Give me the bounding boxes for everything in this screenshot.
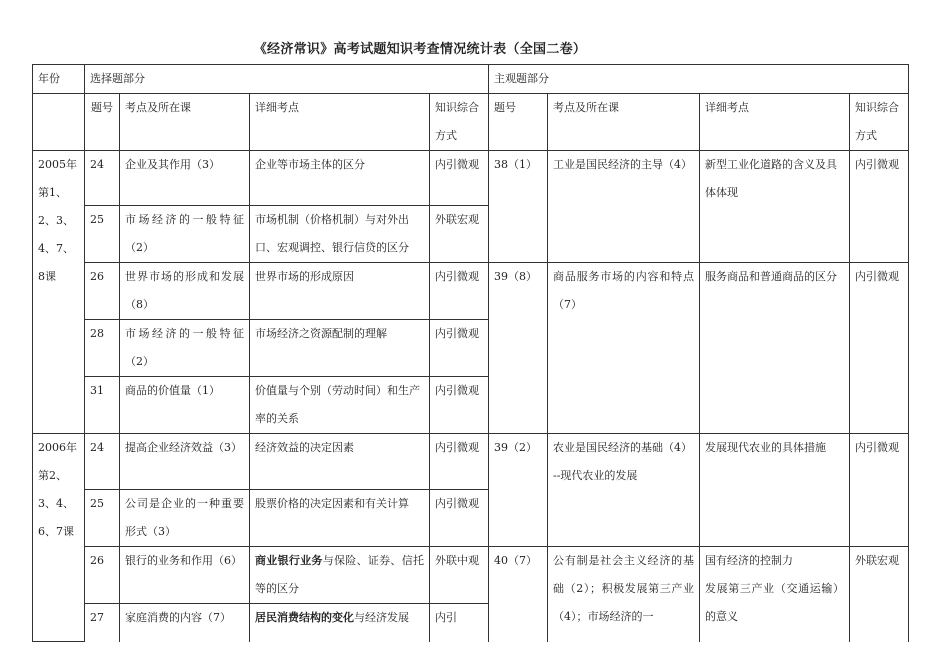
choice-mode: 内引微观 bbox=[430, 320, 489, 377]
subj-point-extra: --现代农业的发展 bbox=[553, 469, 638, 482]
subj-mode: 外联宏观 bbox=[850, 547, 909, 642]
choice-point: 提高企业经济效益（3） bbox=[120, 434, 250, 490]
choice-detail: 市场经济之资源配制的理解 bbox=[250, 320, 430, 377]
table-row bbox=[33, 151, 909, 206]
choice-mode: 内引微观 bbox=[430, 377, 489, 434]
choice-point: 世界市场的形成和发展（8） bbox=[120, 263, 250, 320]
subj-mode: 内引微观 bbox=[850, 151, 909, 263]
choice-detail: 经济效益的决定因素 bbox=[250, 434, 430, 490]
choice-num: 27 bbox=[85, 604, 120, 642]
choice-num: 26 bbox=[85, 263, 120, 320]
subj-detail-extra: 发展第三产业（交通运输）的意义 bbox=[705, 582, 844, 623]
choice-detail-rest: 与经济发展 bbox=[354, 611, 409, 624]
subj-mode: 内引微观 bbox=[850, 263, 909, 434]
choice-point: 市场经济的一般特征（2） bbox=[120, 206, 250, 263]
header-subj-detail: 详细考点 bbox=[700, 94, 850, 151]
choice-point: 企业及其作用（3） bbox=[120, 151, 250, 206]
table-row bbox=[33, 434, 909, 490]
choice-detail: 价值量与个别（劳动时间）和生产率的关系 bbox=[250, 377, 430, 434]
choice-point: 商品的价值量（1） bbox=[120, 377, 250, 434]
header-subj-num: 题号 bbox=[489, 94, 548, 151]
subj-point: 商品服务市场的内容和特点（7） bbox=[548, 263, 700, 434]
header-year: 年份 bbox=[33, 65, 85, 94]
year-cell-2006: 2006年第2、3、4、6、7课 bbox=[33, 434, 85, 642]
subj-num: 39（8） bbox=[489, 263, 548, 434]
header-choice-detail: 详细考点 bbox=[250, 94, 430, 151]
header-subjective-section: 主观题部分 bbox=[489, 65, 909, 94]
choice-point: 银行的业务和作用（6） bbox=[120, 547, 250, 604]
subj-detail: 新型工业化道路的含义及具体体现 bbox=[700, 151, 850, 263]
choice-point: 市场经济的一般特征（2） bbox=[120, 320, 250, 377]
subj-point: 工业是国民经济的主导（4） bbox=[548, 151, 700, 263]
table-row bbox=[33, 263, 909, 320]
subj-point-cell bbox=[548, 434, 700, 547]
subj-num: 40（7） bbox=[489, 547, 548, 642]
year-cell-2005: 2005年第1、2、3、4、7、8课 bbox=[33, 151, 85, 434]
subj-detail-cell bbox=[700, 547, 850, 642]
choice-mode: 内引 bbox=[430, 604, 489, 642]
subj-num: 39（2） bbox=[489, 434, 548, 547]
choice-point: 家庭消费的内容（7） bbox=[120, 604, 250, 642]
choice-detail-cell bbox=[250, 547, 430, 604]
header-year-blank bbox=[33, 94, 85, 151]
choice-num: 24 bbox=[85, 151, 120, 206]
choice-detail: 股票价格的决定因素和有关计算 bbox=[250, 490, 430, 547]
header-choice-section: 选择题部分 bbox=[85, 65, 489, 94]
subj-detail: 国有经济的控制力 bbox=[705, 554, 793, 567]
choice-mode: 内引微观 bbox=[430, 434, 489, 490]
choice-detail: 世界市场的形成原因 bbox=[250, 263, 430, 320]
header-row-columns bbox=[33, 94, 909, 151]
subj-mode: 内引微观 bbox=[850, 434, 909, 547]
choice-detail: 企业等市场主体的区分 bbox=[250, 151, 430, 206]
header-choice-point: 考点及所在课 bbox=[120, 94, 250, 151]
choice-mode: 内引微观 bbox=[430, 263, 489, 320]
choice-num: 25 bbox=[85, 206, 120, 263]
choice-num: 24 bbox=[85, 434, 120, 490]
choice-mode: 外联中观 bbox=[430, 547, 489, 604]
choice-point: 公司是企业的一种重要形式（3） bbox=[120, 490, 250, 547]
choice-num: 26 bbox=[85, 547, 120, 604]
choice-detail-cell bbox=[250, 604, 430, 642]
header-choice-num: 题号 bbox=[85, 94, 120, 151]
choice-mode: 内引微观 bbox=[430, 151, 489, 206]
choice-num: 31 bbox=[85, 377, 120, 434]
subj-num: 38（1） bbox=[489, 151, 548, 263]
header-subj-mode: 知识综合方式 bbox=[850, 94, 909, 151]
page-title: 《经济常识》高考试题知识考查情况统计表（全国二卷） bbox=[253, 42, 587, 57]
stats-table bbox=[32, 64, 909, 642]
choice-detail-bold: 商业银行业务 bbox=[255, 554, 323, 567]
subj-point: 农业是国民经济的基础（4） bbox=[553, 441, 692, 454]
choice-num: 25 bbox=[85, 490, 120, 547]
choice-num: 28 bbox=[85, 320, 120, 377]
choice-mode: 内引微观 bbox=[430, 490, 489, 547]
table-row bbox=[33, 547, 909, 604]
choice-detail-rest: 与保险、证券、信托等的区分 bbox=[255, 554, 425, 595]
subj-point: 公有制是社会主义经济的基础（2）；积极发展第三产业（4）；市场经济的一 bbox=[548, 547, 700, 642]
header-choice-mode: 知识综合方式 bbox=[430, 94, 489, 151]
subj-detail: 发展现代农业的具体措施 bbox=[700, 434, 850, 547]
header-row-sections bbox=[33, 65, 909, 94]
choice-detail-bold: 居民消费结构的变化 bbox=[255, 611, 354, 624]
choice-mode: 外联宏观 bbox=[430, 206, 489, 263]
subj-detail: 服务商品和普通商品的区分 bbox=[700, 263, 850, 434]
choice-detail: 市场机制（价格机制）与对外出口、宏观调控、银行信贷的区分 bbox=[250, 206, 430, 263]
header-subj-point: 考点及所在课 bbox=[548, 94, 700, 151]
